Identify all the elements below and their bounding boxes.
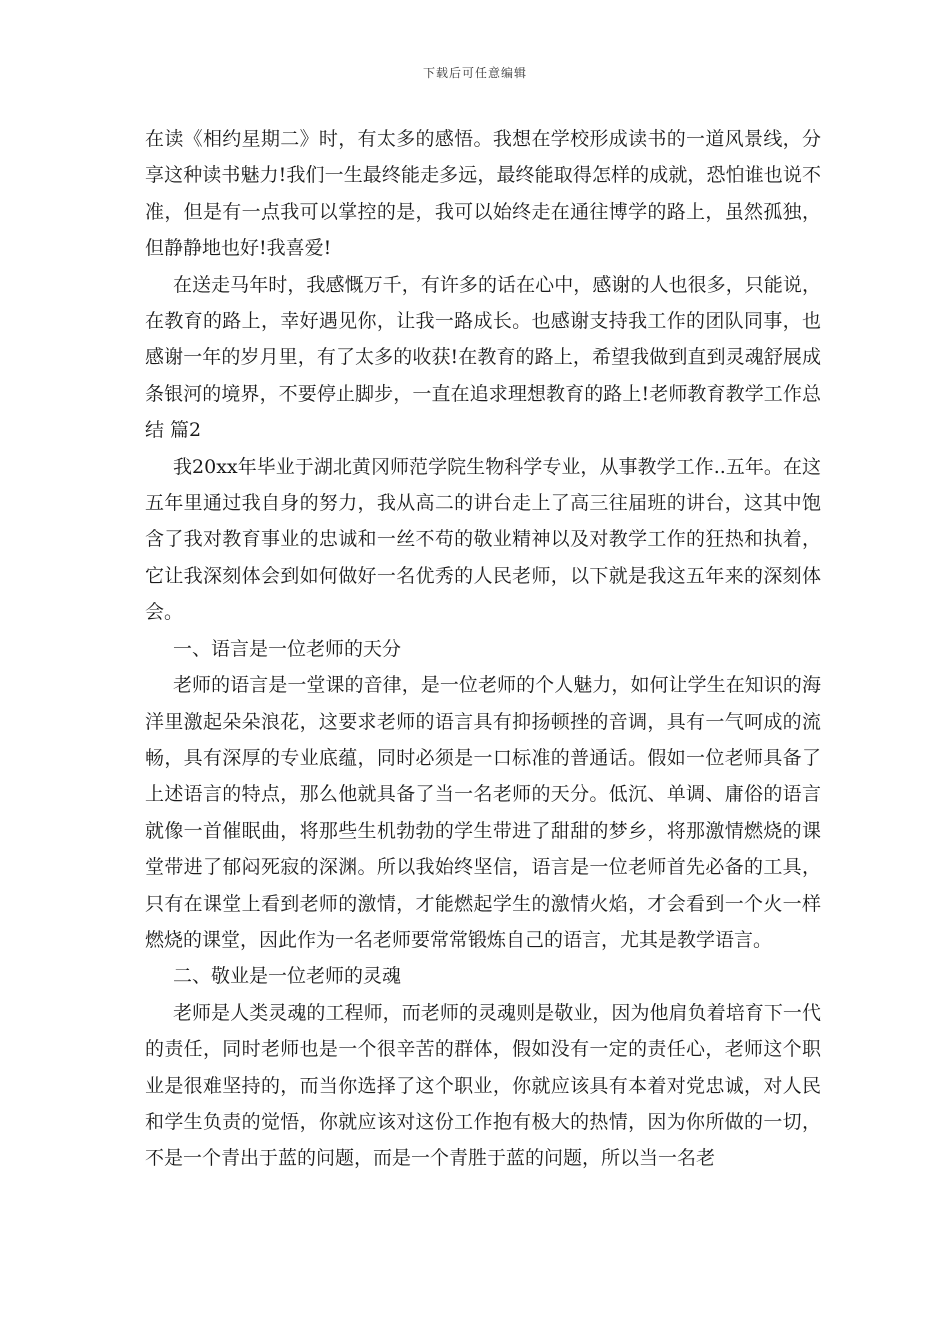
paragraph: 我20xx年毕业于湖北黄冈师范学院生物科学专业，从事教学工作..五年。在这五年里通过我自身的努力，我从高二的讲台走上了高三往届班的讲台，这其中饱含了我对教育事业的忠诚和一丝不苟的敬业精神以及对教学工作的狂热和执着，它让我深刻体会到如何做好一名优秀的人民老师，以下就是我这五年来的深刻体会。 bbox=[145, 455, 821, 624]
page-header: 下载后可任意编辑 bbox=[422, 66, 527, 80]
section-heading: 二、敬业是一位老师的灵魂 bbox=[173, 965, 402, 988]
paragraph: 在送走马年时，我感慨万千，有许多的话在心中，感谢的人也很多，只能说，在教育的路上，幸好遇见你，让我一路成长。也感谢支持我工作的团队同事，也感谢一年的岁月里，有了太多的收获!在教育的路上，希望我做到直到灵魂舒展成条银河的境界，不要停止脚步，一直在追求理想教育的路上!老师教育教学工作总结 篇2 bbox=[145, 273, 821, 442]
paragraph: 老师是人类灵魂的工程师，而老师的灵魂则是敬业，因为他肩负着培育下一代的责任，同时老师也是一个很辛苦的群体，假如没有一定的责任心，老师这个职业是很难坚持的，而当你选择了这个职业，你就应该具有本着对党忠诚，对人民和学生负责的觉悟，你就应该对这份工作抱有极大的热情，因为你所做的一切，不是一个青出于蓝的问题，而是一个青胜于蓝的问题，所以当一名老 bbox=[145, 1001, 821, 1170]
document-body bbox=[145, 121, 821, 1177]
paragraph: 在读《相约星期二》时，有太多的感悟。我想在学校形成读书的一道风景线，分享这种读书魅力!我们一生最终能走多远，最终能取得怎样的成就，恐怕谁也说不准，但是有一点我可以掌控的是，我可以始终走在通往博学的路上，虽然孤独，但静静地也好!我喜爱! bbox=[145, 128, 821, 260]
section-heading: 一、语言是一位老师的天分 bbox=[173, 637, 402, 660]
paragraph: 老师的语言是一堂课的音律，是一位老师的个人魅力，如何让学生在知识的海洋里激起朵朵浪花，这要求老师的语言具有抑扬顿挫的音调，具有一气呵成的流畅，具有深厚的专业底蕴，同时必须是一口标准的普通话。假如一位老师具备了上述语言的特点，那么他就具备了当一名老师的天分。低沉、单调、庸俗的语言就像一首催眠曲，将那些生机勃勃的学生带进了甜甜的梦乡，将那激情燃烧的课堂带进了郁闷死寂的深渊。所以我始终坚信，语言是一位老师首先必备的工具，只有在课堂上看到老师的激情，才能燃起学生的激情火焰，才会看到一个火一样燃烧的课堂，因此作为一名老师要常常锻炼自己的语言，尤其是教学语言。 bbox=[145, 674, 821, 951]
